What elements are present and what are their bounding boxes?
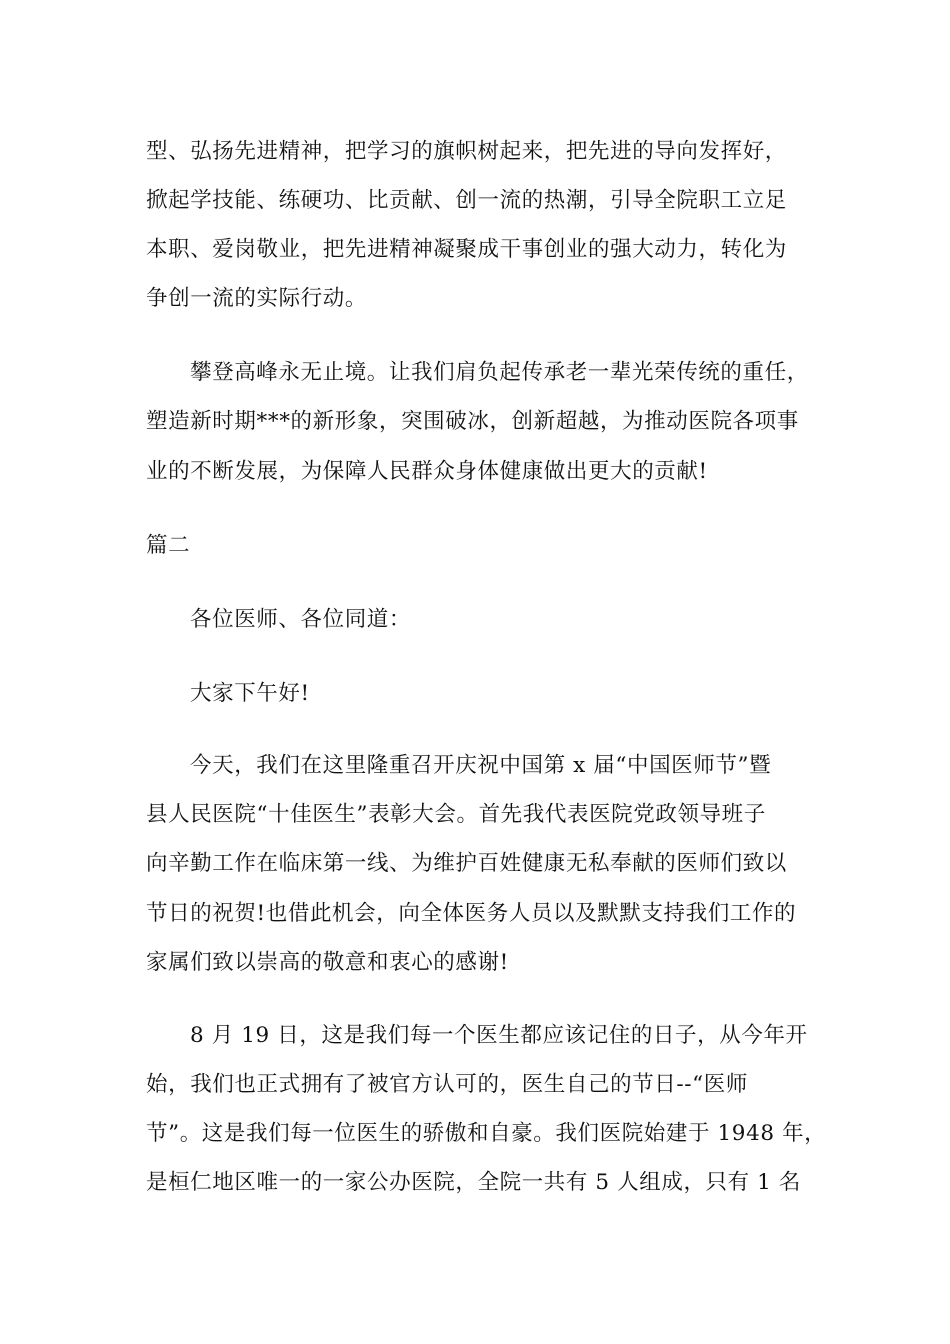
salutation: 各位医师、各位同道：	[190, 607, 412, 632]
paragraph-3-line-3: 向辛勤工作在临床第一线、为维护百姓健康无私奉献的医师们致以	[146, 851, 787, 876]
greeting: 大家下午好!	[190, 681, 310, 706]
paragraph-1-line-3: 本职、爱岗敬业，把先进精神凝聚成干事创业的强大动力，转化为	[146, 237, 787, 262]
paragraph-3-line-5: 家属们致以崇高的敬意和衷心的感谢!	[146, 950, 509, 975]
paragraph-2-line-1: 攀登高峰永无止境。让我们肩负起传承老一辈光荣传统的重任，	[190, 360, 809, 385]
paragraph-2-line-3: 业的不断发展，为保障人民群众身体健康做出更大的贡献!	[146, 459, 708, 484]
paragraph-1-line-1: 型、弘扬先进精神，把学习的旗帜树起来，把先进的导向发挥好，	[146, 139, 787, 164]
paragraph-4-line-3: 节”。这是我们每一位医生的骄傲和自豪。我们医院始建于 1948 年，	[146, 1121, 827, 1146]
paragraph-4-line-2: 始，我们也正式拥有了被官方认可的，医生自己的节日--“医师	[146, 1072, 748, 1097]
paragraph-4-line-1: 8 月 19 日，这是我们每一个医生都应该记住的日子，从今年开	[190, 1023, 808, 1048]
paragraph-1-line-4: 争创一流的实际行动。	[146, 286, 368, 311]
paragraph-3-line-2: 县人民医院“十佳医生”表彰大会。首先我代表医院党政领导班子	[146, 802, 766, 827]
paragraph-3-line-1: 今天，我们在这里隆重召开庆祝中国第 x 届“中国医师节”暨	[190, 753, 772, 778]
paragraph-1-line-2: 掀起学技能、练硬功、比贡献、创一流的热潮，引导全院职工立足	[146, 188, 787, 213]
paragraph-2-line-2: 塑造新时期***的新形象，突围破冰，创新超越，为推动医院各项事	[146, 409, 799, 434]
paragraph-3-line-4: 节日的祝贺!也借此机会，向全体医务人员以及默默支持我们工作的	[146, 901, 797, 926]
section-heading: 篇二	[146, 533, 191, 558]
paragraph-4-line-4: 是桓仁地区唯一的一家公办医院，全院一共有 5 人组成，只有 1 名	[146, 1170, 801, 1195]
